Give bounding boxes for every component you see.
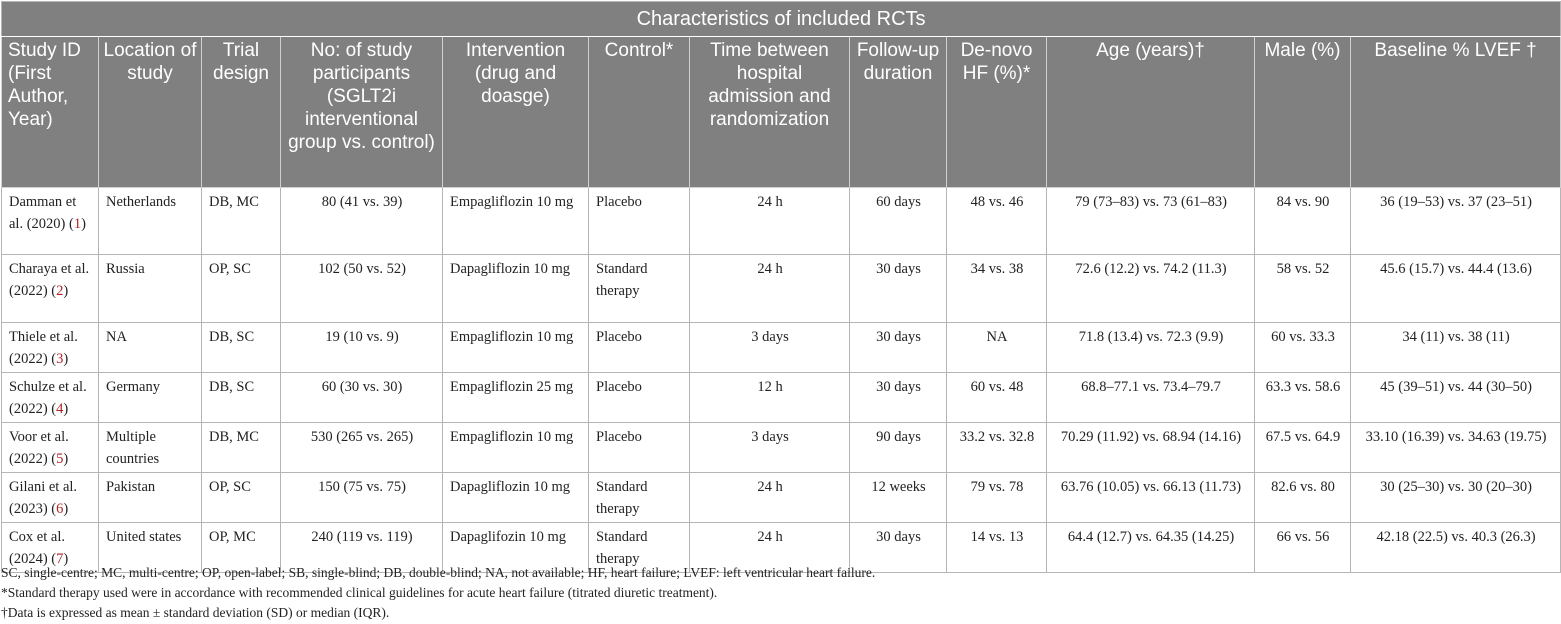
- cell-time-to-randomization: 3 days: [690, 323, 850, 373]
- cell-male: 82.6 vs. 80: [1255, 473, 1351, 523]
- header-age: Age (years)†: [1047, 37, 1255, 188]
- reference-link[interactable]: 3: [56, 351, 64, 367]
- footnote-standard-therapy: *Standard therapy used were in accordance with recommended clinical guidelines for acute heart failure (titrated diuretic treatment).: [1, 585, 718, 600]
- cell-age: 70.29 (11.92) vs. 68.94 (14.16): [1047, 423, 1255, 473]
- header-trial-design: Trial design: [202, 37, 281, 188]
- cell-participants: 19 (10 vs. 9): [281, 323, 443, 373]
- cell-control: Placebo: [589, 373, 690, 423]
- cell-trial-design: OP, MC: [202, 523, 281, 573]
- reference-link[interactable]: 7: [56, 551, 64, 567]
- cell-time-to-randomization: 24 h: [690, 188, 850, 255]
- cell-male: 58 vs. 52: [1255, 255, 1351, 323]
- reference-link[interactable]: 2: [56, 283, 64, 299]
- footnote-abbreviations: SC, single-centre; MC, multi-centre; OP, open-label; SB, single-blind; DB, double-blind; NA, not available; HF, heart failure; LVEF: left ventricular heart failure.: [1, 565, 876, 580]
- cell-trial-design: OP, SC: [202, 255, 281, 323]
- cell-baseline-lvef: 42.18 (22.5) vs. 40.3 (26.3): [1351, 523, 1561, 573]
- cell-trial-design: DB, MC: [202, 188, 281, 255]
- reference-link[interactable]: 6: [56, 501, 64, 517]
- cell-de-novo-hf: 34 vs. 38: [947, 255, 1047, 323]
- cell-follow-up: 90 days: [850, 423, 947, 473]
- study-citation: Schulze et al. (2022): [9, 379, 87, 417]
- header-baseline-lvef: Baseline % LVEF †: [1351, 37, 1561, 188]
- cell-follow-up: 30 days: [850, 523, 947, 573]
- cell-time-to-randomization: 12 h: [690, 373, 850, 423]
- cell-study-id: Schulze et al. (2022) (4): [2, 373, 99, 423]
- cell-control: Standard therapy: [589, 473, 690, 523]
- cell-age: 68.8–77.1 vs. 73.4–79.7: [1047, 373, 1255, 423]
- cell-study-id: Cox et al. (2024) (7): [2, 523, 99, 573]
- study-citation: Cox et al. (2024): [9, 529, 65, 567]
- cell-time-to-randomization: 24 h: [690, 473, 850, 523]
- cell-study-id: Charaya et al. (2022) (2): [2, 255, 99, 323]
- cell-de-novo-hf: 48 vs. 46: [947, 188, 1047, 255]
- cell-de-novo-hf: 14 vs. 13: [947, 523, 1047, 573]
- header-follow-up: Follow-up duration: [850, 37, 947, 188]
- cell-intervention: Empagliflozin 10 mg: [443, 423, 589, 473]
- cell-baseline-lvef: 33.10 (16.39) vs. 34.63 (19.75): [1351, 423, 1561, 473]
- cell-intervention: Dapagliflozin 10 mg: [443, 473, 589, 523]
- cell-male: 60 vs. 33.3: [1255, 323, 1351, 373]
- cell-follow-up: 30 days: [850, 255, 947, 323]
- cell-age: 64.4 (12.7) vs. 64.35 (14.25): [1047, 523, 1255, 573]
- table-title: Characteristics of included RCTs: [2, 2, 1561, 37]
- header-intervention: Intervention (drug and doasge): [443, 37, 589, 188]
- cell-trial-design: DB, MC: [202, 423, 281, 473]
- cell-de-novo-hf: 79 vs. 78: [947, 473, 1047, 523]
- cell-de-novo-hf: 60 vs. 48: [947, 373, 1047, 423]
- cell-trial-design: OP, SC: [202, 473, 281, 523]
- cell-location: Germany: [99, 373, 202, 423]
- cell-trial-design: DB, SC: [202, 373, 281, 423]
- table-row: [2, 255, 1561, 323]
- table-row: [2, 188, 1561, 255]
- cell-intervention: Dapagliflozin 10 mg: [443, 255, 589, 323]
- cell-study-id: Gilani et al. (2023) (6): [2, 473, 99, 523]
- cell-baseline-lvef: 45 (39–51) vs. 44 (30–50): [1351, 373, 1561, 423]
- cell-participants: 150 (75 vs. 75): [281, 473, 443, 523]
- cell-time-to-randomization: 3 days: [690, 423, 850, 473]
- header-study-id: Study ID (First Author, Year): [2, 37, 99, 188]
- cell-control: Placebo: [589, 323, 690, 373]
- cell-male: 67.5 vs. 64.9: [1255, 423, 1351, 473]
- cell-baseline-lvef: 34 (11) vs. 38 (11): [1351, 323, 1561, 373]
- cell-control: Standard therapy: [589, 523, 690, 573]
- cell-location: Russia: [99, 255, 202, 323]
- cell-follow-up: 30 days: [850, 373, 947, 423]
- cell-follow-up: 60 days: [850, 188, 947, 255]
- reference-link[interactable]: 4: [56, 401, 64, 417]
- cell-male: 66 vs. 56: [1255, 523, 1351, 573]
- footnotes: [1, 563, 875, 623]
- study-citation: Voor et al. (2022): [9, 429, 69, 467]
- table-row: [2, 473, 1561, 523]
- cell-participants: 240 (119 vs. 119): [281, 523, 443, 573]
- cell-intervention: Empagliflozin 10 mg: [443, 188, 589, 255]
- footnote-data-expression: †Data is expressed as mean ± standard deviation (SD) or median (IQR).: [1, 605, 390, 620]
- header-de-novo-hf: De-novo HF (%)*: [947, 37, 1047, 188]
- cell-age: 79 (73–83) vs. 73 (61–83): [1047, 188, 1255, 255]
- cell-follow-up: 12 weeks: [850, 473, 947, 523]
- cell-trial-design: DB, SC: [202, 323, 281, 373]
- cell-de-novo-hf: 33.2 vs. 32.8: [947, 423, 1047, 473]
- study-citation: Gilani et al. (2023): [9, 479, 78, 517]
- study-citation: Thiele et al. (2022): [9, 329, 78, 367]
- cell-control: Placebo: [589, 188, 690, 255]
- cell-location: Multiple countries: [99, 423, 202, 473]
- cell-male: 84 vs. 90: [1255, 188, 1351, 255]
- cell-time-to-randomization: 24 h: [690, 523, 850, 573]
- header-male: Male (%): [1255, 37, 1351, 188]
- table-row: [2, 323, 1561, 373]
- table-row: [2, 373, 1561, 423]
- cell-time-to-randomization: 24 h: [690, 255, 850, 323]
- header-location: Location of study: [99, 37, 202, 188]
- cell-study-id: Voor et al. (2022) (5): [2, 423, 99, 473]
- cell-study-id: Damman et al. (2020) (1): [2, 188, 99, 255]
- cell-location: Pakistan: [99, 473, 202, 523]
- study-citation: Damman et al. (2020): [9, 194, 77, 232]
- cell-intervention: Dapaglifozin 10 mg: [443, 523, 589, 573]
- cell-control: Standard therapy: [589, 255, 690, 323]
- cell-intervention: Empagliflozin 25 mg: [443, 373, 589, 423]
- cell-baseline-lvef: 45.6 (15.7) vs. 44.4 (13.6): [1351, 255, 1561, 323]
- cell-male: 63.3 vs. 58.6: [1255, 373, 1351, 423]
- cell-location: United states: [99, 523, 202, 573]
- cell-participants: 530 (265 vs. 265): [281, 423, 443, 473]
- cell-location: Netherlands: [99, 188, 202, 255]
- cell-baseline-lvef: 36 (19–53) vs. 37 (23–51): [1351, 188, 1561, 255]
- cell-follow-up: 30 days: [850, 323, 947, 373]
- reference-link[interactable]: 5: [56, 451, 64, 467]
- cell-control: Placebo: [589, 423, 690, 473]
- header-control: Control*: [589, 37, 690, 188]
- reference-link[interactable]: 1: [73, 216, 82, 232]
- table-row: [2, 423, 1561, 473]
- cell-participants: 80 (41 vs. 39): [281, 188, 443, 255]
- cell-age: 63.76 (10.05) vs. 66.13 (11.73): [1047, 473, 1255, 523]
- cell-participants: 60 (30 vs. 30): [281, 373, 443, 423]
- rct-characteristics-table: [1, 1, 1561, 573]
- header-participants: No: of study participants (SGLT2i interventional group vs. control): [281, 37, 443, 188]
- cell-location: NA: [99, 323, 202, 373]
- cell-age: 71.8 (13.4) vs. 72.3 (9.9): [1047, 323, 1255, 373]
- cell-intervention: Empagliflozin 10 mg: [443, 323, 589, 373]
- header-time-to-randomization: Time between hospital admission and randomization: [690, 37, 850, 188]
- cell-study-id: Thiele et al. (2022) (3): [2, 323, 99, 373]
- cell-participants: 102 (50 vs. 52): [281, 255, 443, 323]
- header-row: [2, 37, 1561, 188]
- cell-baseline-lvef: 30 (25–30) vs. 30 (20–30): [1351, 473, 1561, 523]
- cell-de-novo-hf: NA: [947, 323, 1047, 373]
- study-citation: Charaya et al. (2022): [9, 261, 90, 299]
- cell-age: 72.6 (12.2) vs. 74.2 (11.3): [1047, 255, 1255, 323]
